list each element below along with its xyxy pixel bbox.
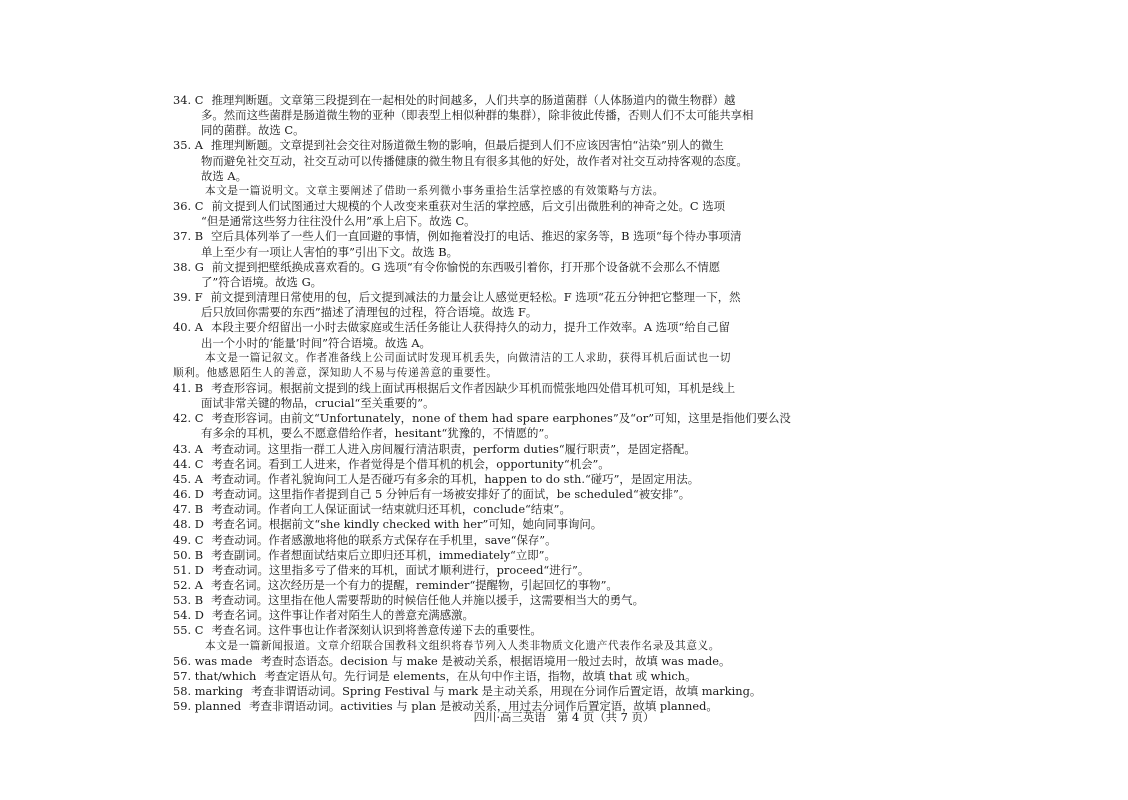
answer-explanation: 考查动词。作者礼貌询问工人是否碰巧有多余的耳机，happen to do sth.“碰巧”，是固定用法。: [210, 471, 700, 486]
answer-number: 40. A: [173, 320, 203, 335]
answer-item: [173, 138, 963, 153]
answer-item: [173, 548, 963, 563]
answer-explanation: 考查副词。作者想面试结束后立即归还耳机，immediately“立即”。: [211, 547, 556, 562]
answer-explanation: 本段主要介绍留出一小时去做家庭或生活任务能让人获得持久的动力，提升工作效率。A 选项“给自己留: [210, 320, 730, 335]
answer-number: 59. planned: [173, 699, 242, 714]
answer-explanation: 推理判断题。文章第三段提到在一起相处的时间越多，人们共享的肠道菌群（人体肠道内的微生物群）越: [211, 93, 736, 107]
answer-item: [173, 320, 963, 335]
answer-explanation-continued: 后只放回你需要的东西”描述了清理包的过程，符合语境。故选 F。: [201, 305, 538, 320]
answer-item: [173, 578, 963, 593]
answer-number: 41. B: [173, 380, 204, 395]
answer-item: [173, 669, 963, 684]
answer-explanation-continued: 面试非常关键的物品，crucial“至关重要的”。: [201, 396, 435, 411]
answer-explanation-continued: 单上至少有一项让人害怕的事”引出下文。故选 B。: [201, 244, 459, 259]
answer-explanation: 考查动词。这里指多亏了借来的耳机，面试才顺利进行，proceed“进行”。: [211, 562, 590, 577]
answer-item: [173, 229, 963, 244]
answer-number: 55. C: [173, 623, 204, 638]
answer-explanation: 考查定语从句。先行词是 elements，在从句中作主语，指物，故填 that 或 which。: [264, 668, 697, 683]
answer-number: 36. C: [173, 199, 204, 214]
answer-explanation-continued: 物而避免社交互动，社交互动可以传播健康的微生物且有很多其他的好处，故作者对社交互动持客观的态度。: [201, 153, 748, 168]
answer-item: [173, 533, 963, 548]
answer-item: [173, 381, 963, 396]
answer-number: 42. C: [173, 411, 204, 426]
answer-explanation: 考查名词。根据前文“she kindly checked with her”可知，她向同事询问。: [211, 517, 603, 532]
answer-explanation-continued: 了”符合语境。故选 G。: [201, 274, 323, 289]
answer-number: 56. was made: [173, 653, 253, 668]
answer-explanation-continued: 故选 A。: [201, 168, 248, 183]
answer-item: [173, 442, 963, 457]
answer-content: [173, 93, 963, 714]
answer-item: [173, 654, 963, 669]
answer-number: 44. C: [173, 456, 204, 471]
answer-explanation: 考查动词。作者向工人保证面试一结束就归还耳机，conclude“结束”。: [211, 502, 571, 517]
answer-item: [173, 199, 963, 214]
answer-number: 53. B: [173, 593, 204, 608]
answer-number: 47. B: [173, 502, 204, 517]
answer-explanation-continued: “但是通常这些努力往往没什么用”承上启下。故选 C。: [201, 214, 476, 229]
passage-intro: 本文是一篇说明文。文章主要阐述了借助一系列微小事务重拾生活掌控感的有效策略与方法。: [205, 184, 664, 197]
answer-explanation: 前文提到把壁纸换成喜欢看的。G 选项“有令你愉悦的东西吸引着你，打开那个设备就不会那么不情愿: [211, 259, 721, 274]
answer-number: 43. A: [173, 441, 203, 456]
answer-explanation: 考查动词。这里指在他人需要帮助的时候信任他人并施以援手，这需要相当大的勇气。: [211, 593, 644, 608]
answer-explanation: 空后具体列举了一些人们一直回避的事情，例如拖着没打的电话、推迟的家务等，B 选项“每个待办事项清: [211, 229, 742, 244]
answer-number: 46. D: [173, 487, 204, 502]
answer-item: [173, 290, 963, 305]
answer-number: 51. D: [173, 562, 204, 577]
answer-explanation: 考查名词。这次经历是一个有力的提醒，reminder“提醒物，引起回忆的事物”。: [210, 578, 618, 592]
passage-intro-continued: 顺利。他感恩陌生人的善意，深知助人不易与传递善意的重要性。: [173, 366, 498, 379]
answer-number: 49. C: [173, 532, 204, 547]
passage-intro: 本文是一篇记叙文。作者准备线上公司面试时发现耳机丢失，向做清洁的工人求助，获得耳机后面试也一切: [205, 351, 732, 364]
answer-explanation: 考查形容词。由前文“Unfortunately，none of them had spare earphones”及“or”可知，这里是指他们要么没: [211, 411, 791, 426]
answer-explanation: 考查名词。这件事也让作者深刻认识到将善意传递下去的重要性。: [211, 623, 542, 638]
answer-item: [173, 457, 963, 472]
answer-number: 37. B: [173, 229, 204, 244]
answer-number: 58. marking: [173, 684, 243, 699]
answer-item: [173, 487, 963, 502]
answer-number: 57. that/which: [173, 668, 257, 683]
answer-explanation: 考查动词。这里指一群工人进入房间履行清洁职责，perform duties“履行职责”，是固定搭配。: [210, 441, 696, 456]
answer-explanation: 考查非谓语动词。Spring Festival 与 mark 是主动关系，用现在分词作后置定语，故填 marking。: [250, 684, 762, 699]
answer-explanation-continued: 出一个小时的‘能量’时间”符合语境。故选 A。: [201, 335, 431, 350]
answer-number: 54. D: [173, 608, 204, 623]
answer-item: [173, 502, 963, 517]
answer-explanation: 考查动词。这里指作者提到自己 5 分钟后有一场被安排好了的面试，be scheduled“被安排”。: [211, 487, 691, 502]
answer-explanation: 考查非谓语动词。activities 与 plan 是被动关系，用过去分词作后置定语，故填 planned。: [249, 699, 718, 714]
answer-explanation-continued: 有多余的耳机，要么不愿意借给作者，hesitant“犹豫的，不情愿的”。: [201, 426, 556, 441]
answer-item: [173, 608, 963, 623]
answer-number: 50. B: [173, 547, 204, 562]
answer-item: [173, 517, 963, 532]
answer-item: [173, 260, 963, 275]
answer-item: [173, 411, 963, 426]
answer-item: [173, 563, 963, 578]
answer-item: [173, 623, 963, 638]
answer-explanation: 考查名词。这件事让作者对陌生人的善意充满感激。: [211, 608, 474, 623]
answer-explanation: 前文提到人们试图通过大规模的个人改变来重获对生活的掌控感，后文引出微胜利的神奇之处。C 选项: [211, 199, 725, 214]
page-footer: 四川·高三英语 第 4 页（共 7 页）: [473, 710, 655, 724]
answer-item: [173, 472, 963, 487]
passage-intro: 本文是一篇新闻报道。文章介绍联合国教科文组织将春节列入人类非物质文化遗产代表作名录及其意义。: [205, 639, 720, 652]
answer-number: 45. A: [173, 471, 203, 486]
answer-number: 34. C: [173, 93, 204, 107]
answer-item: [173, 684, 963, 699]
answer-item: [173, 593, 963, 608]
answer-number: 38. G: [173, 259, 204, 274]
answer-explanation: 考查时态语态。decision 与 make 是被动关系，根据语境用一般过去时，故填 was made。: [260, 653, 731, 668]
answer-explanation: 考查名词。看到工人进来，作者觉得是个借耳机的机会，opportunity“机会”。: [211, 456, 610, 471]
answer-explanation-continued: 多。然而这些菌群是肠道微生物的亚种（即表型上相似种群的集群），除非彼此传播，否则人们不太可能共享相: [201, 108, 754, 123]
answer-item: [173, 93, 963, 108]
answer-number: 39. F: [173, 290, 203, 305]
answer-explanation: 推理判断题。文章提到社会交往对肠道微生物的影响，但最后提到人们不应该因害怕“沾染”别人的微生: [210, 138, 724, 153]
answer-number: 48. D: [173, 517, 204, 532]
answer-explanation: 考查形容词。根据前文提到的线上面试再根据后文作者因缺少耳机而慌张地四处借耳机可知，耳机是线上: [211, 380, 736, 395]
answer-explanation: 前文提到清理日常使用的包，后文提到减法的力量会让人感觉更轻松。F 选项“花五分钟把它整理一下，然: [210, 290, 741, 305]
answer-explanation-continued: 同的菌群。故选 C。: [201, 123, 305, 138]
answer-explanation: 考查动词。作者感激地将他的联系方式保存在手机里，save“保存”。: [211, 532, 557, 547]
answer-number: 35. A: [173, 138, 203, 153]
answer-number: 52. A: [173, 578, 203, 592]
